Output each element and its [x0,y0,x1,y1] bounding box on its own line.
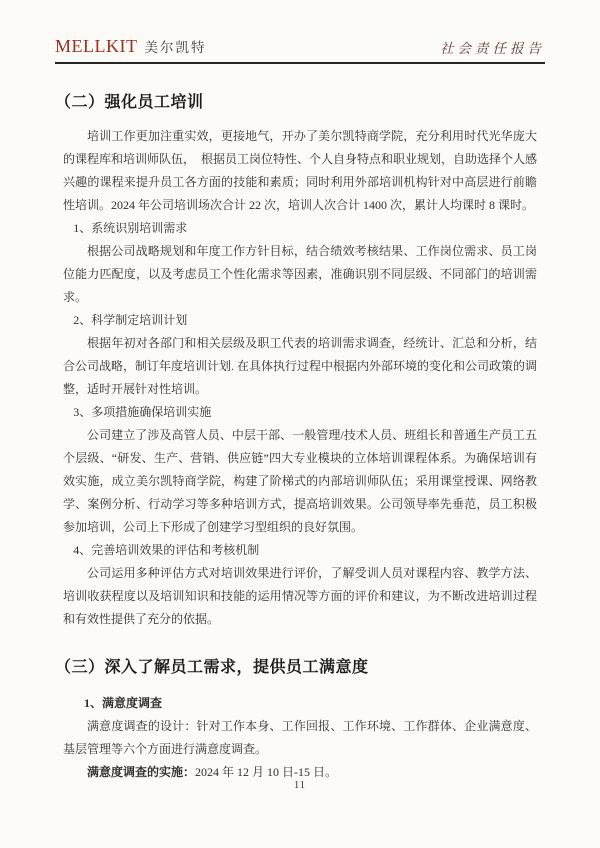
section-3-heading: （三）深入了解员工需求，提供员工满意度 [55,659,369,676]
document-body [55,89,538,784]
survey-schedule-label: 满意度调查的实施： [87,765,196,779]
logo-wordmark: MELLKIT [55,36,138,56]
subheading-satisfaction-survey: 1、满意度调查 [84,696,163,710]
logo-chinese-name: 美尔凯特 [144,40,207,55]
para-implementation: 公司建立了涉及高管人员、中层干部、一般管理/技术人员、班组长和普通生产员工五个层级、“研发、生产、营销、供应链”四大专业模块的立体培训课程体系。为确保培训有效实施，成立美尔凯特商学院，构建了阶梯式的内部培训师队伍；采用课堂授课、网络教学、案例分析、行动学习等多种培训方式，提高培训效果。公司领导率先垂范，员工积极参加培训，公司上下形成了创建学习型组织的良好氛围。 [63,428,537,534]
para-survey-design: 满意度调查的设计：针对工作本身、工作回报、工作环境、工作群体、企业满意度、基层管理等六个方面进行满意度调查。 [63,719,537,756]
para-training-plan: 根据年初对各部门和相关层级及职工代表的培训需求调查，经统计、汇总和分析，结合公司战略，制订年度培训计划. 在具体执行过程中根据内外部环境的变化和公司政策的调整，适时开展针对性培训。 [63,336,538,396]
report-title: 社会责任报告 [440,41,545,56]
subheading-training-plan: 2、科学制定培训计划 [73,313,188,327]
subheading-implementation: 3、多项措施确保培训实施 [73,405,212,419]
section-2-heading: （二）强化员工培训 [55,94,204,111]
para-evaluation: 公司运用多种评估方式对培训效果进行评价，了解受训人员对课程内容、教学方法、培训收获程度以及培训知识和技能的运用情况等方面的评价和建议，为不断改进培训过程和有效性提供了充分的依据。 [63,566,537,626]
subheading-evaluation: 4、完善培训效果的评估和考核机制 [73,543,260,557]
subheading-identify-needs: 1、系统识别培训需求 [73,221,188,235]
company-logo [55,36,206,57]
survey-schedule-value: 2024 年 12 月 10 日-15 日。 [195,765,338,779]
page-header [55,36,545,64]
para-identify-needs: 根据公司战略规划和年度工作方针目标，结合绩效考核结果、工作岗位需求、员工岗位能力匹配度，以及考虑员工个性化需求等因素，准确识别不同层级、不同部门的培训需求。 [63,244,537,304]
page-number: 11 [293,780,307,791]
para-training-overview: 培训工作更加注重实效，更接地气，开办了美尔凯特商学院，充分利用时代光华庞大的课程库和培训师队伍， 根据员工岗位特性、个人自身特点和职业规划，自助选择个人感兴趣的课程来提升员工各方面的技能和素质；同时利用外部培训机构针对中高层进行前瞻性培训。2024 年公司培训场次合计 22 次，培训人次合计 1400 次，累计人均课时 8 课时。 [63,129,538,212]
